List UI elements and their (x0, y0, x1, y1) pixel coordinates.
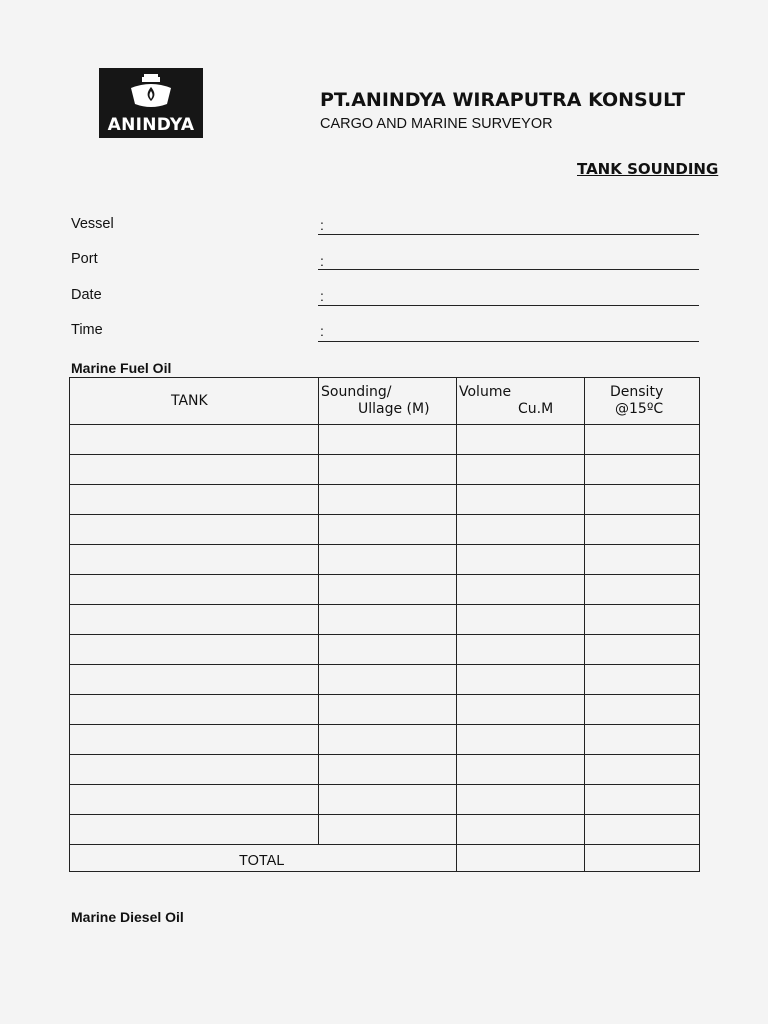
section-marine-fuel-oil: Marine Fuel Oil (71, 360, 172, 376)
table-cell[interactable] (457, 575, 584, 604)
table-cell[interactable] (585, 665, 700, 694)
date-field[interactable] (318, 305, 699, 306)
col-header-density-temp: @15ºC (615, 401, 664, 417)
table-cell[interactable] (319, 755, 456, 784)
table-cell[interactable] (585, 815, 700, 844)
time-colon: : (320, 323, 324, 339)
table-cell[interactable] (319, 815, 456, 844)
table-cell[interactable] (457, 515, 584, 544)
col-header-volume: Volume (459, 384, 512, 400)
table-cell[interactable] (319, 725, 456, 754)
table-cell[interactable] (457, 635, 584, 664)
table-cell[interactable] (70, 755, 318, 784)
table-cell[interactable] (319, 455, 456, 484)
table-top-border (69, 377, 700, 378)
table-cell[interactable] (585, 725, 700, 754)
table-cell[interactable] (70, 515, 318, 544)
table-cell[interactable] (319, 695, 456, 724)
fuel-oil-table (69, 377, 700, 872)
table-cell[interactable] (585, 605, 700, 634)
table-cell[interactable] (70, 605, 318, 634)
total-row-label: TOTAL (239, 853, 285, 869)
table-cell[interactable] (585, 545, 700, 574)
date-colon: : (320, 288, 324, 304)
col-header-volume-unit: Cu.M (518, 401, 554, 417)
time-label: Time (71, 322, 103, 338)
table-cell[interactable] (70, 575, 318, 604)
col-header-tank: TANK (171, 393, 208, 409)
table-cell[interactable] (319, 785, 456, 814)
table-cell[interactable] (457, 725, 584, 754)
table-cell[interactable] (70, 485, 318, 514)
table-cell[interactable] (457, 605, 584, 634)
table-cell[interactable] (70, 665, 318, 694)
table-cell[interactable] (585, 575, 700, 604)
table-cell[interactable] (585, 455, 700, 484)
table-cell[interactable] (70, 635, 318, 664)
table-cell[interactable] (319, 515, 456, 544)
col-header-ullage: Ullage (M) (358, 401, 430, 417)
table-cell[interactable] (457, 545, 584, 574)
table-cell[interactable] (585, 785, 700, 814)
table-cell[interactable] (457, 485, 584, 514)
table-cell[interactable] (70, 785, 318, 814)
table-cell[interactable] (319, 635, 456, 664)
port-label: Port (71, 251, 98, 267)
table-cell[interactable] (70, 425, 318, 454)
table-cell[interactable] (457, 755, 584, 784)
section-marine-diesel-oil: Marine Diesel Oil (71, 909, 184, 925)
vessel-field[interactable] (318, 234, 699, 235)
table-row-line (69, 844, 700, 845)
table-cell[interactable] (585, 635, 700, 664)
col-header-sounding: Sounding/ (321, 384, 392, 400)
table-cell[interactable] (319, 485, 456, 514)
table-cell[interactable] (70, 695, 318, 724)
table-row-line (69, 871, 700, 872)
vessel-label: Vessel (71, 216, 114, 232)
ship-logo-icon (127, 74, 175, 114)
table-cell[interactable] (585, 755, 700, 784)
table-cell[interactable] (319, 575, 456, 604)
time-field[interactable] (318, 341, 699, 342)
company-logo (99, 68, 203, 138)
table-cell[interactable] (70, 725, 318, 754)
port-field[interactable] (318, 269, 699, 270)
date-label: Date (71, 287, 102, 303)
table-cell[interactable] (585, 515, 700, 544)
table-cell[interactable] (70, 815, 318, 844)
col-header-density: Density (610, 384, 664, 400)
table-cell[interactable] (457, 425, 584, 454)
document-title: TANK SOUNDING (577, 160, 719, 178)
table-cell[interactable] (457, 815, 584, 844)
table-cell[interactable] (319, 665, 456, 694)
table-cell[interactable] (70, 455, 318, 484)
table-cell[interactable] (319, 425, 456, 454)
table-cell[interactable] (319, 545, 456, 574)
logo-wordmark: ANINDYA (107, 115, 195, 135)
table-cell[interactable] (457, 695, 584, 724)
table-cell[interactable] (457, 785, 584, 814)
port-colon: : (320, 253, 324, 269)
company-subtitle: CARGO AND MARINE SURVEYOR (320, 116, 553, 132)
company-name: PT.ANINDYA WIRAPUTRA KONSULT (320, 89, 686, 111)
table-cell[interactable] (70, 545, 318, 574)
table-cell[interactable] (457, 665, 584, 694)
table-cell[interactable] (585, 425, 700, 454)
table-cell[interactable] (585, 695, 700, 724)
vessel-colon: : (320, 217, 324, 233)
table-cell[interactable] (585, 485, 700, 514)
table-cell[interactable] (457, 455, 584, 484)
table-cell[interactable] (319, 605, 456, 634)
